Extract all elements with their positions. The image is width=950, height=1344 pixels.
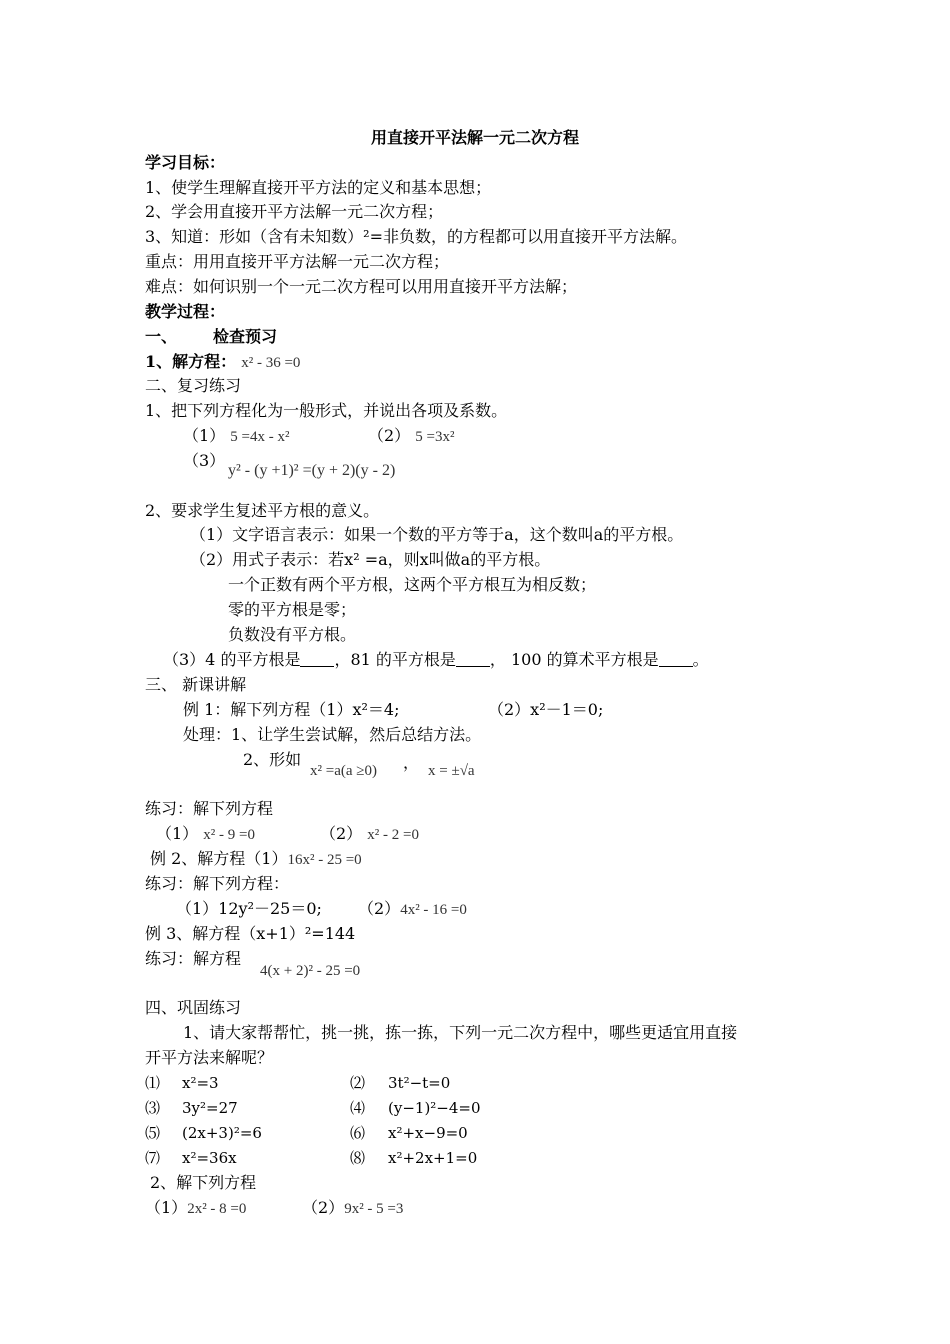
grid-eq: x²=3: [182, 1074, 219, 1092]
equation: 4x² - 16 =0: [400, 902, 467, 918]
grid-eq: x²+2x+1=0: [388, 1149, 478, 1167]
handle-step-2-sep: ，: [403, 753, 420, 772]
handle-step-1: 处理：1、让学生尝试解，然后总结方法。: [183, 725, 482, 744]
practice-2-heading: 练习：解下列方程：: [145, 874, 290, 893]
grid-eq: (2x+3)²=6: [182, 1124, 262, 1142]
answer-blank-3[interactable]: [659, 652, 693, 667]
example-2-label: 例 2、解方程（1）: [150, 849, 288, 868]
eq-label: （1）: [145, 1198, 188, 1217]
practice-3-eq: 4(x + 2)² - 25 =0: [260, 963, 361, 979]
equation: 9x² - 5 =3: [344, 1201, 404, 1217]
practice-1-eq-b: [320, 823, 419, 846]
question-label: 1、解方程：: [145, 352, 237, 371]
eq-label: （2）: [358, 899, 401, 918]
practice-1-heading: 练习：解下列方程: [145, 799, 274, 818]
sqrt-fact-negative: 负数没有平方根。: [228, 625, 357, 644]
equation: 16x² - 25 =0: [287, 852, 362, 868]
eq-label: （2）: [302, 1198, 345, 1217]
eq-label: （2）: [368, 426, 411, 445]
sqrt-definition-words: （1）文字语言表示：如果一个数的平方等于a，这个数叫a的平方根。: [190, 525, 684, 544]
fill-blank-question: [163, 649, 709, 671]
grid-eq: x²=36x: [182, 1149, 237, 1167]
grid-eq: x²+x−9=0: [388, 1124, 468, 1142]
practice-1-eq-a: [156, 823, 255, 846]
grid-eq: (y−1)²−4=0: [388, 1099, 481, 1117]
equation: x² - 2 =0: [367, 827, 419, 843]
equation: x² - 36 =0: [241, 355, 301, 371]
goal-item-1: 1、使学生理解直接开平方法的定义和基本思想；: [145, 178, 492, 197]
section-1-question: [145, 351, 300, 374]
section-1-number: 一、: [145, 327, 178, 346]
section-4-q2-eq-b: [302, 1197, 403, 1220]
goal-item-2: 2、学会用直接开平方法解一元二次方程；: [145, 202, 444, 221]
blank-text-1: （3）4 的平方根是: [163, 650, 301, 669]
section-1-heading: [145, 326, 277, 348]
sqrt-fact-positive: 一个正数有两个平方根，这两个平方根互为相反数；: [228, 575, 597, 594]
handle-step-2-label: 2、形如: [243, 750, 302, 769]
section-4-q1-line2: 开平方法来解呢？: [145, 1048, 274, 1067]
blank-text-3: ， 100 的算术平方根是: [489, 650, 659, 669]
practice-3-label: 练习：解方程: [145, 949, 242, 968]
equation: 5 =3x²: [415, 429, 455, 445]
grid-eq: 3t²−t=0: [388, 1074, 451, 1092]
section-1-title: 检查预习: [213, 327, 278, 346]
section-4-q2-eq-a: [145, 1197, 246, 1220]
grid-num: ⑶: [145, 1099, 161, 1117]
difficulty-point: 难点：如何识别一个一元二次方程可以用用直接开平方法解；: [145, 277, 578, 296]
grid-num: ⑻: [350, 1149, 366, 1167]
goal-item-3: 3、知道：形如（含有未知数）²=非负数，的方程都可以用直接开平方法解。: [145, 227, 688, 246]
sqrt-definition-formula: （2）用式子表示：若x² =a，则x叫做a的平方根。: [190, 550, 551, 569]
example-2: [150, 848, 362, 871]
equation: 2x² - 8 =0: [187, 1201, 247, 1217]
eq-label: （1）: [156, 824, 199, 843]
grid-num: ⑷: [350, 1099, 366, 1117]
grid-num: ⑹: [350, 1124, 366, 1142]
review-eq-3-label: （3）: [183, 451, 226, 470]
process-heading: 教学过程：: [145, 302, 226, 321]
answer-blank-2[interactable]: [456, 652, 490, 667]
review-question-2: 2、要求学生复述平方根的意义。: [145, 501, 380, 520]
grid-num: ⑸: [145, 1124, 161, 1142]
practice-2-eq-b: [358, 898, 467, 921]
equation: x² - 9 =0: [203, 827, 255, 843]
eq-label: （2）: [320, 824, 363, 843]
example-1b: （2）x²－1＝0;: [488, 700, 604, 719]
answer-blank-1[interactable]: [300, 652, 334, 667]
handle-step-2-eq1: x² =a(a ≥0): [310, 763, 377, 779]
grid-num: ⑴: [145, 1074, 161, 1092]
section-3-heading: 三、 新课讲解: [145, 675, 247, 694]
eq-label: （1）: [183, 426, 226, 445]
goals-heading: 学习目标：: [145, 153, 226, 172]
grid-num: ⑺: [145, 1149, 161, 1167]
review-question-1: 1、把下列方程化为一般形式，并说出各项及系数。: [145, 401, 508, 420]
practice-2-eq-a: （1）12y²－25＝0;: [176, 899, 322, 918]
handle-step-2-eq2: x = ±√a: [428, 763, 475, 779]
review-eq-2: [368, 425, 455, 448]
blank-text-2: ，81 的平方根是: [334, 650, 456, 669]
review-eq-1: [183, 425, 289, 448]
review-eq-3: y² - (y +1)² =(y + 2)(y - 2): [228, 462, 396, 479]
page-title: 用直接开平法解一元二次方程: [370, 128, 579, 147]
section-4-heading: 四、巩固练习: [145, 998, 242, 1017]
blank-text-4: 。: [692, 650, 709, 669]
sqrt-fact-zero: 零的平方根是零；: [228, 600, 357, 619]
key-point: 重点：用用直接开平方法解一元二次方程；: [145, 252, 450, 271]
section-4-q1-line1: 1、请大家帮帮忙，挑一挑，拣一拣，下列一元二次方程中，哪些更适宜用直接: [183, 1023, 738, 1042]
example-1: 例 1：解下列方程（1）x²＝4;: [183, 700, 400, 719]
section-2-heading: 二、复习练习: [145, 376, 242, 395]
grid-num: ⑵: [350, 1074, 366, 1092]
example-3: 例 3、解方程（x+1）²=144: [145, 924, 356, 943]
grid-eq: 3y²=27: [182, 1099, 238, 1117]
equation: 5 =4x - x²: [230, 429, 290, 445]
section-4-q2: 2、解下列方程: [150, 1173, 257, 1192]
